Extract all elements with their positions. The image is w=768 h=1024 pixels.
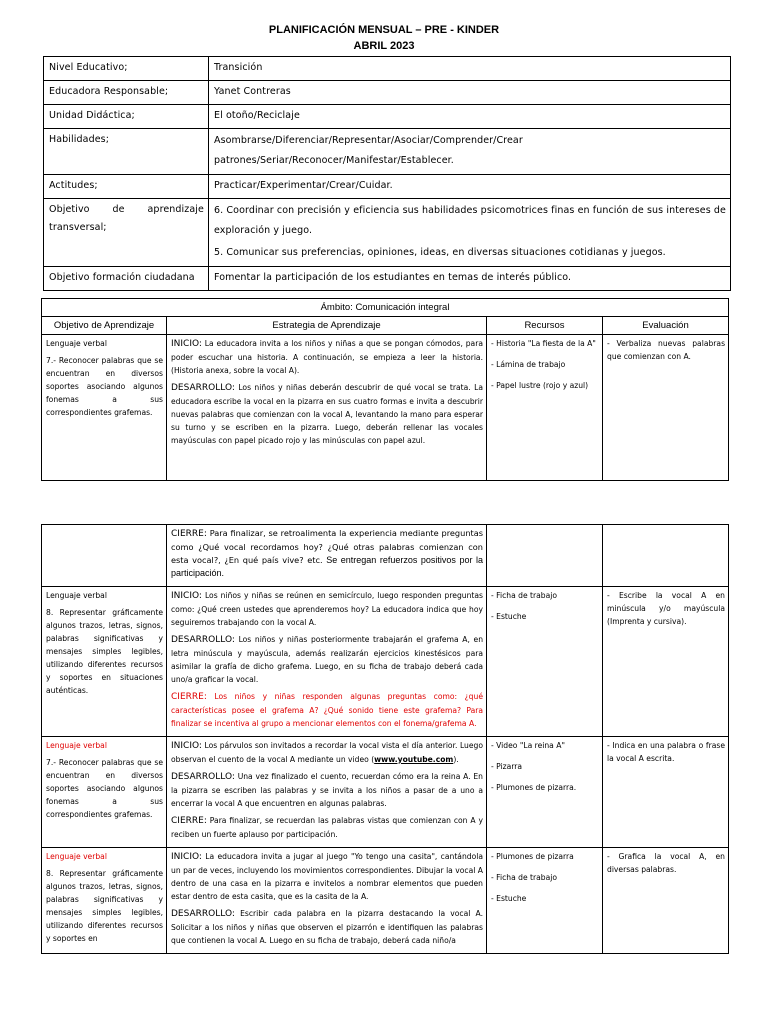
evaluation-cell bbox=[603, 848, 729, 954]
objective-cell bbox=[42, 848, 167, 954]
evaluation-text: - Indica en una palabra o frase la vocal A escrita. bbox=[607, 741, 725, 763]
objective-cell bbox=[42, 335, 167, 481]
cierre-end: Se entregan refuerzos positivos por la participación. bbox=[171, 555, 483, 578]
inicio-label: INICIO: bbox=[171, 339, 202, 349]
resource-item: - Plumones de pizarra. bbox=[491, 783, 577, 792]
video-link[interactable]: www.youtube.com bbox=[374, 755, 454, 764]
info-value bbox=[209, 199, 731, 267]
cierre-label: CIERRE: bbox=[171, 529, 207, 539]
inicio-text-end: ). bbox=[453, 755, 459, 764]
resource-item: - Ficha de trabajo bbox=[491, 873, 558, 882]
cierre-label: CIERRE: bbox=[171, 692, 207, 702]
table-row bbox=[42, 737, 729, 848]
info-label: Objetivo de aprendizaje transversal; bbox=[44, 199, 209, 267]
resource-item: - Video "La reina A" bbox=[491, 741, 565, 750]
info-value: El otoño/Reciclaje bbox=[209, 105, 731, 129]
evaluation-text: - Escribe la vocal A en minúscula y/o mayúscula (Imprenta y cursiva). bbox=[607, 591, 725, 626]
table-row bbox=[42, 848, 729, 954]
info-value: Asombrarse/Diferenciar/Representar/Asociar/Comprender/Crear patrones/Seriar/Reconocer/Manifestar/Establecer. bbox=[209, 129, 731, 175]
resources-cell bbox=[487, 587, 603, 737]
table-row bbox=[42, 587, 729, 737]
resources-cell bbox=[487, 525, 603, 587]
objective-text: 8. Representar gráficamente algunos trazos, letras, signos, palabras significativas y mensajes simples legibles, utilizando diferentes recursos y soportes en bbox=[46, 869, 163, 943]
resource-item: - Historia "La fiesta de la A" bbox=[491, 339, 596, 348]
objective-cell bbox=[42, 587, 167, 737]
info-row bbox=[44, 105, 731, 129]
inicio-label: INICIO: bbox=[171, 741, 202, 751]
plan-table-1 bbox=[41, 298, 729, 481]
info-label: Actitudes; bbox=[44, 175, 209, 199]
info-value: Practicar/Experimentar/Crear/Cuidar. bbox=[209, 175, 731, 199]
objective-cell bbox=[42, 525, 167, 587]
desarrollo-text: Los niños y niñas deberán descubrir de qué vocal se trata. La educadora escribe la vocal en la pizarra en sus cuatro formas e invita a descubrir nuevas palabras que comienzan con la vocal A, levantando la mano para esperar su turno y se escriben en la pizarra. Luego, deberán rellenar las vocales mayúsculas con papel picado rojo y las minúsculas con papel azul. bbox=[171, 383, 483, 445]
strategy-cell bbox=[167, 335, 487, 481]
column-header: Evaluación bbox=[603, 317, 729, 335]
resource-item: - Ficha de trabajo bbox=[491, 591, 558, 600]
column-header: Recursos bbox=[487, 317, 603, 335]
desarrollo-text: Una vez finalizado el cuento, recuerdan cómo era la reina A. En la pizarra se escriben las palabras y se invita a los niños a pasar de a uno a encerrar la vocal A que encuentren en algunas palabras. bbox=[171, 772, 483, 808]
objective-text: 7.- Reconocer palabras que se encuentran en diversos soportes asociando algunos fonemas a sus correspondientes grafemas. bbox=[46, 356, 163, 417]
table-row bbox=[42, 525, 729, 587]
inicio-text: Los párvulos son invitados a recordar la vocal vista el día anterior. Luego observan el cuento de la vocal A mediante un video ( bbox=[171, 741, 483, 764]
evaluation-cell bbox=[603, 525, 729, 587]
info-label: Unidad Didáctica; bbox=[44, 105, 209, 129]
desarrollo-text: Los niños y niñas posteriormente trabajarán el grafema A, en letra minúscula y mayúscula, además realizarán ejercicios kinestésicos para asimilar la grafía de dicho grafema. Luego, en su ficha de trabajo deberá cada uno/a graficar la vocal. bbox=[171, 635, 484, 684]
info-value: Transición bbox=[209, 57, 731, 81]
objective-6: 6. Coordinar con precisión y eficiencia sus habilidades psicomotrices finas en función de sus intereses de exploración y juego. bbox=[214, 205, 726, 236]
strategy-cell bbox=[167, 737, 487, 848]
inicio-text: La educadora invita a los niños y niñas a que se pongan cómodos, para poder escuchar una historia. A continuación, se empieza a leer la historia. (Historia anexa, sobre la vocal A). bbox=[171, 339, 483, 375]
desarrollo-label: DESARROLLO: bbox=[171, 909, 235, 919]
objective-title: Lenguaje verbal bbox=[46, 852, 107, 861]
cierre-text: Los niños y niñas responden algunas preguntas como: ¿qué características posee el grafema A? ¿Qué sonido tiene este grafema? Para finalizar se incentiva al grupo a mencionar elementos con el fonema/grafema A. bbox=[171, 692, 483, 728]
info-row bbox=[44, 175, 731, 199]
objective-title: Lenguaje verbal bbox=[46, 741, 107, 750]
evaluation-text: - Verbaliza nuevas palabras que comienzan con A. bbox=[607, 339, 726, 361]
info-value: Yanet Contreras bbox=[209, 81, 731, 105]
info-label: Educadora Responsable; bbox=[44, 81, 209, 105]
strategy-cell bbox=[167, 587, 487, 737]
inicio-label: INICIO: bbox=[171, 591, 202, 601]
objective-title: Lenguaje verbal bbox=[46, 339, 107, 348]
info-row bbox=[44, 129, 731, 175]
cierre-text: Para finalizar, se retroalimenta la experiencia mediante preguntas como ¿Qué vocal recordamos hoy? ¿Qué otras palabras comienzan con esta vocal?, ¿En qué país vive? etc. bbox=[171, 528, 483, 565]
resources-cell bbox=[487, 848, 603, 954]
inicio-text: La educadora invita a jugar al juego "Yo tengo una casita", cantándola un par de veces, incluyendo los movimientos correspondientes. Dibujar la vocal A dentro de una casa en la pizarra e invitelos a nombrar elementos que pueden estar dentro de esta casita, que es la casita de la A. bbox=[171, 852, 483, 901]
evaluation-cell bbox=[603, 335, 729, 481]
objective-text: 7.- Reconocer palabras que se encuentran en diversos soportes asociando algunos fonemas a sus correspondientes grafemas. bbox=[46, 758, 163, 819]
resource-item: - Lámina de trabajo bbox=[491, 360, 566, 369]
strategy-cell bbox=[167, 848, 487, 954]
info-label: Objetivo formación ciudadana bbox=[44, 267, 209, 291]
info-row bbox=[44, 199, 731, 267]
evaluation-cell bbox=[603, 587, 729, 737]
info-value: Fomentar la participación de los estudiantes en temas de interés público. bbox=[209, 267, 731, 291]
info-label: Habilidades; bbox=[44, 129, 209, 175]
objective-title: Lenguaje verbal bbox=[46, 591, 107, 600]
evaluation-text: - Grafica la vocal A, en diversas palabras. bbox=[607, 852, 725, 874]
cierre-label: CIERRE: bbox=[171, 816, 207, 826]
page-subtitle: ABRIL 2023 bbox=[353, 40, 415, 52]
inicio-label: INICIO: bbox=[171, 852, 202, 862]
plan-table-2 bbox=[41, 524, 729, 954]
inicio-text: Los niños y niñas se reúnen en semicírculo, luego responden preguntas como: ¿Qué creen ustedes que aprenderemos hoy? La educadora indica que hoy seguiremos trabajando con la vocal A. bbox=[171, 591, 483, 627]
resource-item: - Plumones de pizarra bbox=[491, 852, 574, 861]
info-table bbox=[43, 56, 731, 291]
cierre-text: Para finalizar, se recuerdan las palabras vistas que comienzan con A y reciben un fuerte aplauso por participación. bbox=[171, 816, 483, 839]
info-label: Nivel Educativo; bbox=[44, 57, 209, 81]
strategy-cell bbox=[167, 525, 487, 587]
ambito-header: Ámbito: Comunicación integral bbox=[42, 299, 729, 317]
objective-text: 8. Representar gráficamente algunos trazos, letras, signos, palabras significativas y mensajes simples legibles, utilizando diferentes recursos y soportes en situaciones auténticas. bbox=[46, 608, 163, 695]
desarrollo-label: DESARROLLO: bbox=[171, 383, 235, 393]
desarrollo-label: DESARROLLO: bbox=[171, 635, 235, 645]
evaluation-cell bbox=[603, 737, 729, 848]
resources-cell bbox=[487, 335, 603, 481]
resources-cell bbox=[487, 737, 603, 848]
resource-item: - Papel lustre (rojo y azul) bbox=[491, 381, 589, 390]
resource-item: - Estuche bbox=[491, 612, 527, 621]
column-header: Objetivo de Aprendizaje bbox=[42, 317, 167, 335]
info-row bbox=[44, 57, 731, 81]
info-row bbox=[44, 267, 731, 291]
page-title: PLANIFICACIÓN MENSUAL – PRE - KINDER bbox=[268, 24, 500, 36]
objective-5: 5. Comunicar sus preferencias, opiniones, ideas, en diversas situaciones cotidianas y juegos. bbox=[214, 247, 666, 258]
resource-item: - Estuche bbox=[491, 894, 527, 903]
resource-item: - Pizarra bbox=[491, 762, 523, 771]
column-header: Estrategia de Aprendizaje bbox=[167, 317, 487, 335]
table-row bbox=[42, 335, 729, 481]
info-row bbox=[44, 81, 731, 105]
desarrollo-label: DESARROLLO: bbox=[171, 772, 235, 782]
objective-cell bbox=[42, 737, 167, 848]
desarrollo-text: Escribir cada palabra en la pizarra destacando la vocal A. Solicitar a los niños y niñas que observen el pizarrón e identifiquen las palabras que contienen la vocal A. Luego en su ficha de trabajo, deberá cada niño/a bbox=[171, 909, 483, 945]
